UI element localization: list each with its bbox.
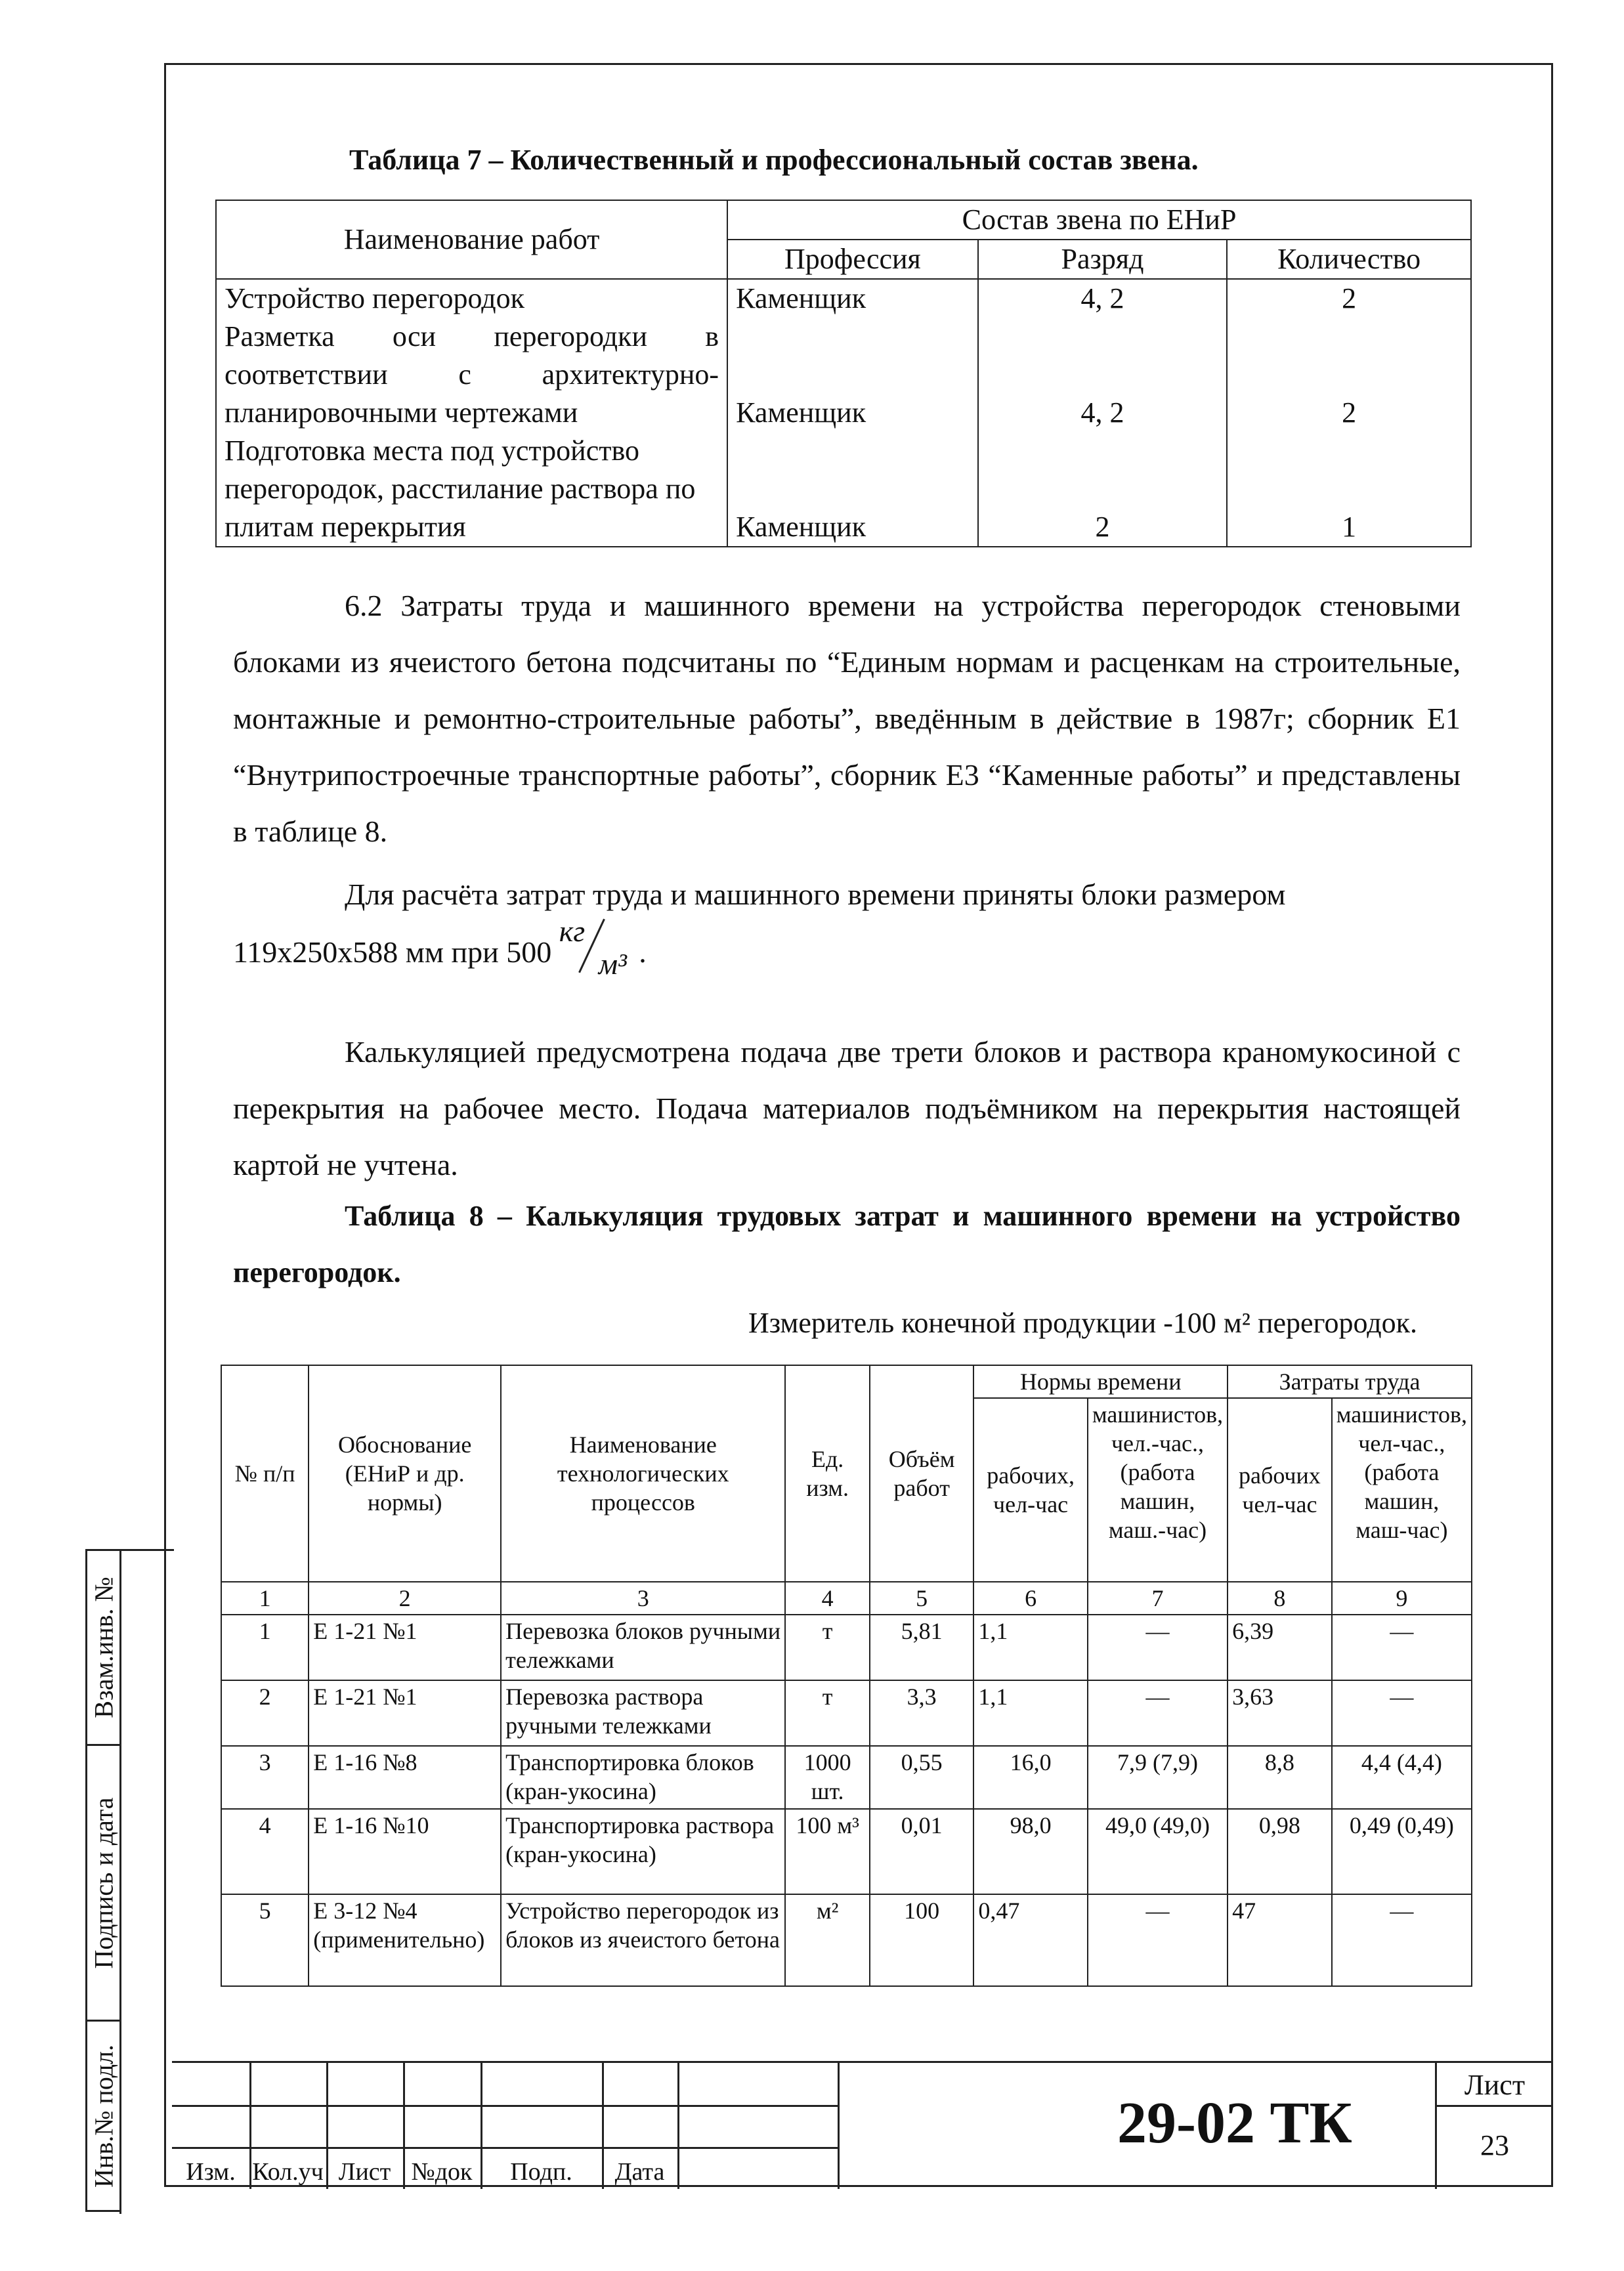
paragraph-blocks: Для расчёта затрат труда и машинного времени приняты блоки размером 119x250x588 мм при 500 кг м³ . [233, 878, 1286, 981]
stamp-list: Лист [338, 2158, 391, 2186]
stamp-izm: Изм. [186, 2158, 236, 2186]
table-row: 3 Е 1-16 №8 Транспортировка блоков (кран-укосина) 1000 шт. 0,55 16,0 7,9 (7,9) 8,8 4,4 (4,4) [221, 1746, 1472, 1809]
t7-header-name: Наименование работ [216, 200, 727, 279]
side-inv: Инв.№ подл. [85, 2022, 119, 2212]
side-podpis: Подпись и дата [85, 1746, 119, 2022]
stamp-ndok: №док [411, 2158, 473, 2186]
table-row: 2 Е 1-21 №1 Перевозка раствора ручными тележками т 3,3 1,1 — 3,63 — [221, 1680, 1472, 1746]
t7-col-count: Количество [1227, 240, 1471, 279]
table7-caption: Таблица 7 – Количественный и профессиональный состав звена. [349, 144, 1199, 176]
paragraph-calculation: Калькуляцией предусмотрена подача две трети блоков и раствора краномукосиной с перекрытия на рабочее место. Подача материалов подъёмником на перекрытия настоящей картой не учтена. [233, 1035, 1461, 1181]
table-row: Подготовка места под устройство перегородок, расстилание раствора по плитам перекрытия Каменщик 2 1 [216, 432, 1471, 547]
stamp-podp: Подп. [510, 2158, 572, 2186]
t7-col-profession: Профессия [727, 240, 978, 279]
stamp-data: Дата [614, 2158, 665, 2186]
side-blank-column [119, 1549, 174, 2214]
side-vzam: Взам.инв. № [85, 1549, 119, 1746]
stamp-sheet-label: Лист [1464, 2069, 1526, 2101]
stamp-kol: Кол.уч [252, 2158, 324, 2186]
t7-col-grade: Разряд [978, 240, 1228, 279]
stamp-sheet-number: 23 [1480, 2129, 1509, 2161]
table-row: 1 Е 1-21 №1 Перевозка блоков ручными тележками т 5,81 1,1 — 6,39 — [221, 1615, 1472, 1680]
title-block [172, 2061, 1553, 2189]
table7 [215, 200, 1472, 547]
paragraph-6-2: 6.2 Затраты труда и машинного времени на устройства перегородок стеновыми блоками из ячеистого бетона подсчитаны по “Единым нормам и расценкам на строительные, монтажные и ремонтно-строительные работы”, введённым в действие в 1987г; сборник Е1 “Внутрипостроечные транспортные работы”, сборник Е3 “Каменные работы” и представлены в таблице 8. [233, 589, 1461, 848]
table8-measure: Измеритель конечной продукции -100 м² перегородок. [748, 1307, 1418, 1339]
table8: № п/п Обоснование (ЕНиР и др. нормы) Наименование технологических процессов Ед. изм. Объём работ Нормы времени Затраты труда рабочих, чел-час машинистов, чел.-час., (работа машин, маш.-час) рабочих чел-час машинистов, чел-час., (работа машин, маш-час) 1 2 3 4 5 6 7 8 9 1 Е 1-21 №1 Перевозка блоков ручными тележками т 5,81 1,1 — 6,39 — 2 Е 1-21 №1 Перевозка раствора ручными тележками т 3,3 1,1 — 3,63 — 3 Е 1-16 №8 Транспортировка блоков (кран-укосина) 1000 шт. 0,55 16,0 7,9 (7,9) 8,8 4,4 (4,4) 4 Е 1-16 №10 Транспортировка раствора (кран-укосина) 100 м³ 0,01 98,0 49,0 (49,0) 0,98 0,49 (0,49) 5 Е 3-12 №4 (применительно) Устройство перегородок из блоков из ячеистого бетона м² 100 0,47 — 47 — [221, 1365, 1472, 1987]
table-row: 4 Е 1-16 №10 Транспортировка раствора (кран-укосина) 100 м³ 0,01 98,0 49,0 (49,0) 0,98 0,49 (0,49) [221, 1809, 1472, 1894]
column-numbers: 1 2 3 4 5 6 7 8 9 [221, 1582, 1472, 1615]
unit-fraction: кг м³ [559, 914, 627, 981]
table-row: Разметка оси перегородки в соответствии с архитектурно-планировочными чертежами Каменщик 4, 2 2 [216, 318, 1471, 432]
table-row: 5 Е 3-12 №4 (применительно) Устройство перегородок из блоков из ячеистого бетона м² 100 0,47 — 47 — [221, 1894, 1472, 1986]
table-row: Устройство перегородок Каменщик 4, 2 2 [216, 279, 1471, 318]
table8-caption: Таблица 8 – Калькуляция трудовых затрат и машинного времени на устройство перегородок. [233, 1200, 1461, 1288]
document-code: 29-02 ТК [1117, 2091, 1352, 2155]
t7-header-group: Состав звена по ЕНиР [727, 200, 1471, 240]
